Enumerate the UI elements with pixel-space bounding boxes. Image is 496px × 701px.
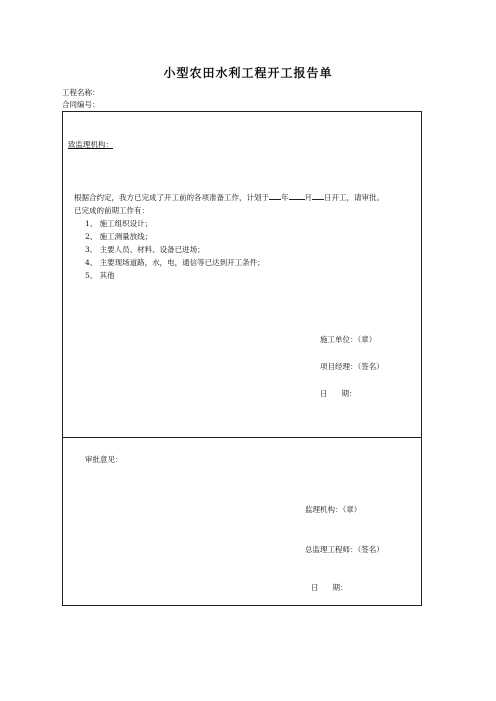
body-text-part-2: 日开工，请审批。 [324, 193, 384, 202]
contract-no-label: 合同编号： [62, 100, 100, 109]
project-manager-label: 项目经理：（签名） [320, 362, 384, 371]
page-title: 小型农田水利工程开工报告单 [163, 66, 333, 80]
body-text-part-1: 根据合约定，我方已完成了开工前的各项准备工作，计划于 [74, 193, 269, 202]
month-blank[interactable] [289, 199, 305, 200]
year-label: 年 [281, 193, 289, 202]
date2-label-char-1: 日 [311, 583, 319, 592]
list-item: 1、 施工组织设计； [85, 219, 153, 228]
year-blank[interactable] [269, 199, 281, 200]
project-name-label: 工程名称： [62, 88, 100, 97]
body-text-line-1 [74, 192, 384, 203]
chief-supervisor-label: 总监理工程师：（签名） [305, 545, 384, 554]
contractor-unit-label: 施工单位：（章） [320, 335, 377, 344]
list-item: 4、 主要现场道路，水，电，通信等已达到开工条件； [85, 258, 265, 267]
section-divider [63, 437, 421, 438]
date-label-char-1: 日 [320, 389, 328, 398]
date2-label-char-2: 期： [332, 583, 348, 592]
list-item: 5、 其他 [85, 271, 115, 280]
list-item: 2、 施工测量放线； [85, 232, 153, 241]
report-form-table [62, 111, 422, 606]
supervisor-date-label [311, 582, 348, 593]
date-label-char-2: 期： [341, 389, 357, 398]
review-opinion-label: 审批意见： [85, 455, 123, 464]
body-text-line-2: 已完成的前期工作有： [74, 206, 149, 215]
addressee-label: 致监理机构： [68, 140, 113, 149]
month-label: 月 [304, 193, 312, 202]
date-label [320, 388, 357, 399]
list-item: 3、 主要人员、材料、设备已进场； [85, 245, 205, 254]
day-blank[interactable] [312, 199, 324, 200]
supervisor-org-label: 监理机构：（章） [305, 505, 362, 514]
